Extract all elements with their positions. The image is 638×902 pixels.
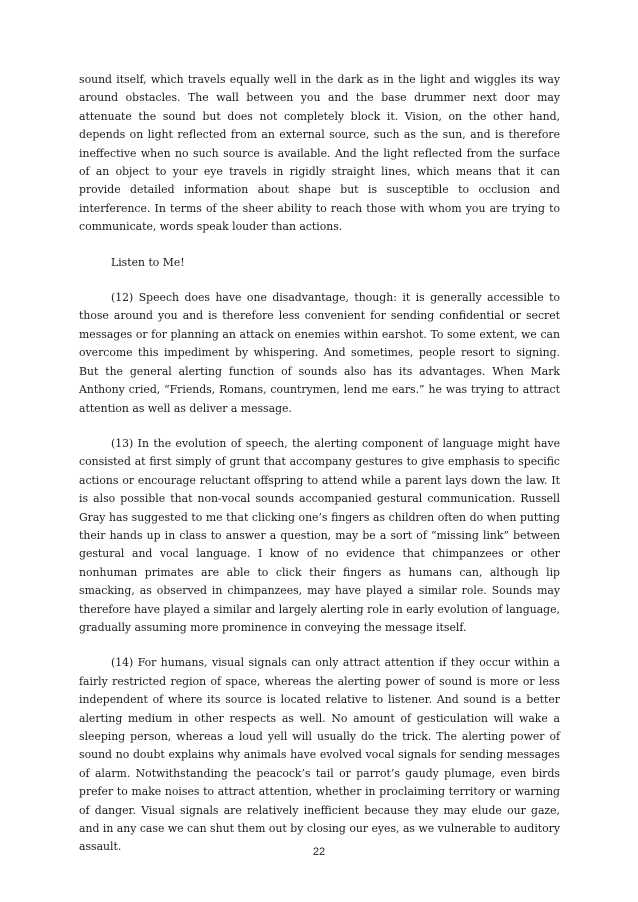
paragraph-14: (14) For humans, visual signals can only attract attention if they occur within a fairly restricted region of space, whereas the alerting power of sound is more or less independent of where its source is located relative to listener. And sound is a better alerting medium in other respects as well. No amount of gesticulation will wake a sleeping person, whereas a loud yell will usually do the trick. The alerting power of sound no doubt explains why animals have evolved vocal signals for sending messages of alarm. Notwithstanding the peacock’s tail or parrot’s gaudy plumage, even birds prefer to make noises to attract attention, whether in proclaiming territory or warning of danger. Visual signals are relatively inefficient because they may elude our gaze, and in any case we can shut them out by closing our eyes, as we vulnerable to auditory assault. bbox=[79, 656, 560, 854]
paragraph-13: (13) In the evolution of speech, the alerting component of language might have consisted at first simply of grunt that accompany gestures to give emphasis to specific actions or encourage reluctant offspring to attend while a parent lays down the law. It is also possible that non-vocal sounds accompanied gestural communication. Russell Gray has suggested to me that clicking one’s fingers as children often do when putting their hands up in class to answer a question, may be a sort of “missing link” between gestural and vocal language. I know of no evidence that chimpanzees or other nonhuman primates are able to click their fingers as humans can, although lip smacking, as observed in chimpanzees, may have played a similar role. Sounds may therefore have played a similar and largely alerting role in early evolution of language, gradually assuming more prominence in conveying the message itself. bbox=[79, 436, 560, 634]
paragraph-12: (12) Speech does have one disadvantage, though: it is generally accessible to those around you and is therefore less convenient for sending confidential or secret messages or for planning an attack on enemies within earshot. To some extent, we can overcome this impediment by whispering. And sometimes, people resort to signing. But the general alerting function of sounds also has its advantages. When Mark Anthony cried, “Friends, Romans, countrymen, lend me ears.” he was trying to attract attention as well as deliver a message. bbox=[79, 291, 560, 415]
document-page bbox=[79, 71, 560, 857]
paragraph-continuation: sound itself, which travels equally well in the dark as in the light and wiggles its way around obstacles. The wall between you and the base drummer next door may attenuate the sound but does not completely block it. Vision, on the other hand, depends on light reflected from an external source, such as the sun, and is therefore ineffective when no such source is available. And the light reflected from the surface of an object to your eye travels in rigidly straight lines, which means that it can provide detailed information about shape but is susceptible to occlusion and interference. In terms of the sheer ability to reach those with whom you are trying to communicate, words speak louder than actions. bbox=[79, 73, 560, 234]
page-number: 22 bbox=[312, 846, 326, 858]
section-heading: Listen to Me! bbox=[111, 255, 185, 269]
